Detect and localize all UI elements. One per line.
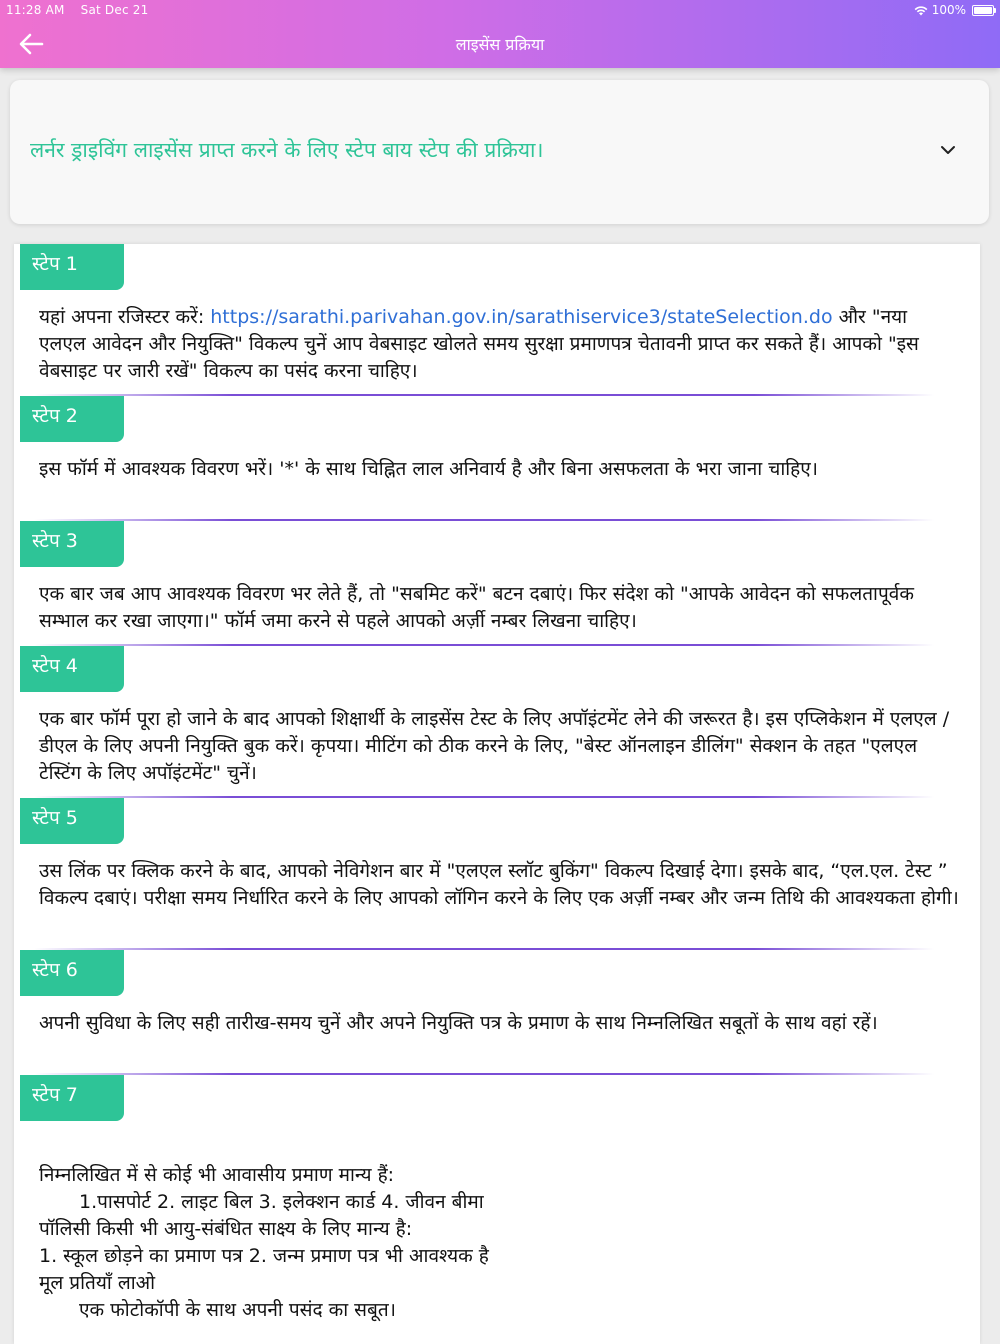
steps-panel <box>14 244 980 1344</box>
step-7-line: निम्नलिखित में से कोई भी आवासीय प्रमाण मान्य हैं: <box>39 1164 395 1186</box>
step-7-tab: स्टेप 7 <box>20 1075 124 1121</box>
step-2-text: इस फॉर्म में आवश्यक विवरण भरें। '*' के साथ चिह्नित लाल अनिवार्य है और बिना असफलता के भरा जाना चाहिए। <box>39 458 818 480</box>
status-bar-right <box>914 3 994 17</box>
sarathi-link[interactable]: https://sarathi.parivahan.gov.in/sarathiservice3/stateSelection.do <box>210 306 833 328</box>
step-7-line: 1. स्कूल छोड़ने का प्रमाण पत्र 2. जन्म प्रमाण पत्र भी आवश्यक है <box>39 1245 489 1267</box>
status-time: 11:28 AM <box>6 3 65 17</box>
wifi-icon <box>914 5 928 16</box>
step-divider <box>34 394 934 396</box>
process-accordion-header[interactable] <box>10 80 989 224</box>
step-7-line: 1.पासपोर्ट 2. लाइट बिल 3. इलेक्शन कार्ड 4. जीवन बीमा <box>79 1191 484 1213</box>
accordion-title: लर्नर ड्राइविंग लाइसेंस प्राप्त करने के लिए स्टेप बाय स्टेप की प्रक्रिया। <box>30 138 544 162</box>
step-2-tab: स्टेप 2 <box>20 396 124 442</box>
step-5-tab: स्टेप 5 <box>20 798 124 844</box>
status-bar-time <box>6 3 148 17</box>
step-1-tab: स्टेप 1 <box>20 244 124 290</box>
step-divider <box>34 519 934 521</box>
battery-icon <box>972 5 994 16</box>
step-6-text: अपनी सुविधा के लिए सही तारीख-समय चुनें और अपने नियुक्ति पत्र के प्रमाण के साथ निम्नलिखित सबूतों के साथ वहां रहें। <box>39 1012 878 1034</box>
step-1-text <box>39 304 959 385</box>
step-5-text: उस लिंक पर क्लिक करने के बाद, आपको नेविगेशन बार में "एलएल स्लॉट बुकिंग" विकल्प दिखाई देगा। इसके बाद, “एल.एल. टेस्ट ” विकल्प दबाएं। परीक्षा समय निर्धारित करने के लिए आपको लॉगिन करने के लिए एक अर्ज़ी नम्बर और जन्म तिथि की आवश्यकता होगी। <box>39 860 959 909</box>
status-date: Sat Dec 21 <box>80 3 149 17</box>
step-7-line: एक फोटोकॉपी के साथ अपनी पसंद का सबूत। <box>79 1299 396 1321</box>
battery-percent: 100% <box>931 3 966 17</box>
step-1-text-after: और "नया एलएल आवेदन और नियुक्ति" विकल्प चुनें आप वेबसाइट खोलते समय सुरक्षा प्रमाणपत्र चेतावनी प्राप्त कर सकते हैं। आपको "इस वेबसाइट पर जारी रखें" विकल्प का पसंद करना चाहिए। <box>39 306 919 382</box>
step-1-text-before: यहां अपना रजिस्टर करें: <box>39 306 211 328</box>
step-4-text: एक बार फॉर्म पूरा हो जाने के बाद आपको शिक्षार्थी के लाइसेंस टेस्ट के लिए अपॉइंटमेंट लेने की जरूरत है। इस एप्लिकेशन में एलएल / डीएल के लिए अपनी नियुक्ति बुक करें। कृपया। मीटिंग को ठीक करने के लिए, "बेस्ट ऑनलाइन डीलिंग" सेक्शन के तहत "एलएल टेस्टिंग के लिए अपॉइंटमेंट" चुनें। <box>39 708 950 784</box>
step-divider <box>34 644 934 646</box>
step-4-tab: स्टेप 4 <box>20 646 124 692</box>
chevron-down-icon <box>938 140 958 160</box>
step-7-line: मूल प्रतियाँ लाओ <box>39 1272 156 1294</box>
step-7-text <box>39 1162 959 1324</box>
step-divider <box>34 796 934 798</box>
step-6-tab: स्टेप 6 <box>20 950 124 996</box>
top-bar <box>0 0 1000 68</box>
step-3-text: एक बार जब आप आवश्यक विवरण भर लेते हैं, तो "सबमिट करें" बटन दबाएं। फिर संदेश को "आपके आवेदन को सफलतापूर्वक सम्भाल कर रखा जाएगा।" फॉर्म जमा करने से पहले आपको अर्ज़ी नम्बर लिखना चाहिए। <box>39 583 914 632</box>
step-7-line: पॉलिसी किसी भी आयु-संबंधित साक्ष्य के लिए मान्य है: <box>39 1218 413 1240</box>
step-divider <box>34 1073 934 1075</box>
step-divider <box>34 948 934 950</box>
step-3-tab: स्टेप 3 <box>20 521 124 567</box>
page-title: लाइसेंस प्रक्रिया <box>455 35 545 54</box>
